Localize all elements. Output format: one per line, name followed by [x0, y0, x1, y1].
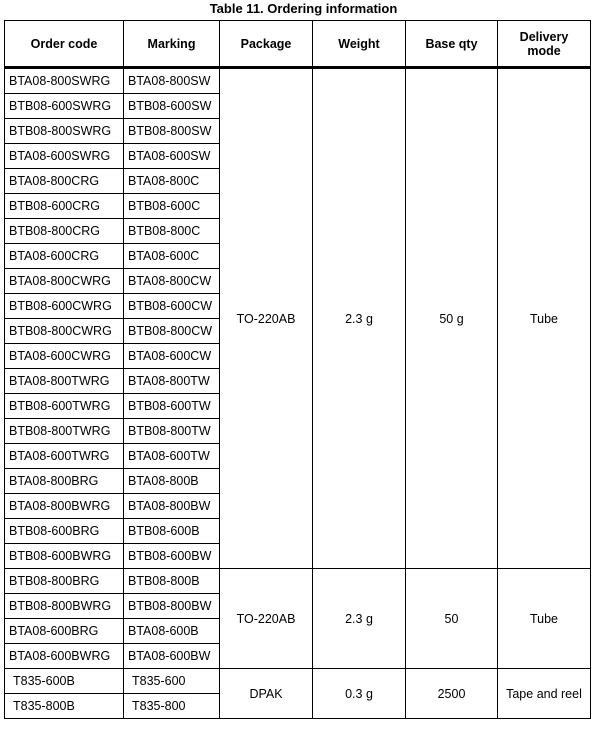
marking-cell: BTA08-600CW — [124, 344, 220, 369]
marking-cell: BTB08-600B — [124, 519, 220, 544]
header-base-qty: Base qty — [406, 21, 498, 68]
header-weight: Weight — [313, 21, 406, 68]
marking-cell: BTB08-800CW — [124, 319, 220, 344]
order-code-cell: T835-800B — [5, 694, 124, 719]
marking-cell: BTA08-600TW — [124, 444, 220, 469]
order-code-cell: BTB08-800CWRG — [5, 319, 124, 344]
delivery-mode-cell: Tube — [498, 68, 591, 569]
table-caption: Table 11. Ordering information — [209, 1, 398, 16]
order-code-cell: BTB08-600BRG — [5, 519, 124, 544]
marking-cell: BTB08-800BW — [124, 594, 220, 619]
marking-cell: T835-800 — [124, 694, 220, 719]
row-group — [5, 569, 591, 669]
order-code-cell: BTB08-600CWRG — [5, 294, 124, 319]
header-row — [5, 21, 591, 68]
marking-cell: BTB08-600TW — [124, 394, 220, 419]
marking-cell: BTB08-800SW — [124, 119, 220, 144]
table-row — [5, 68, 591, 94]
row-group — [5, 669, 591, 719]
marking-cell: T835-600 — [124, 669, 220, 694]
base-qty-cell: 50 g — [406, 68, 498, 569]
header-package: Package — [220, 21, 313, 68]
row-group — [5, 68, 591, 569]
header-delivery-mode: Delivery mode — [498, 21, 591, 68]
marking-cell: BTA08-800CW — [124, 269, 220, 294]
order-code-cell: BTA08-600CWRG — [5, 344, 124, 369]
order-code-cell: BTB08-600TWRG — [5, 394, 124, 419]
order-code-cell: BTB08-800BWRG — [5, 594, 124, 619]
marking-cell: BTB08-800TW — [124, 419, 220, 444]
package-cell: DPAK — [220, 669, 313, 719]
delivery-mode-cell: Tube — [498, 569, 591, 669]
order-code-cell: BTB08-800TWRG — [5, 419, 124, 444]
marking-cell: BTA08-800SW — [124, 68, 220, 94]
marking-cell: BTA08-600B — [124, 619, 220, 644]
marking-cell: BTB08-600BW — [124, 544, 220, 569]
marking-cell: BTB08-600C — [124, 194, 220, 219]
order-code-cell: BTA08-600TWRG — [5, 444, 124, 469]
marking-cell: BTA08-800BW — [124, 494, 220, 519]
header-marking: Marking — [124, 21, 220, 68]
marking-cell: BTB08-600SW — [124, 94, 220, 119]
marking-cell: BTA08-600SW — [124, 144, 220, 169]
order-code-cell: BTA08-800CWRG — [5, 269, 124, 294]
package-cell: TO-220AB — [220, 569, 313, 669]
delivery-mode-cell: Tape and reel — [498, 669, 591, 719]
base-qty-cell: 50 — [406, 569, 498, 669]
header-order-code: Order code — [5, 21, 124, 68]
marking-cell: BTB08-800B — [124, 569, 220, 594]
order-code-cell: BTA08-800TWRG — [5, 369, 124, 394]
package-cell: TO-220AB — [220, 68, 313, 569]
order-code-cell: BTA08-600BRG — [5, 619, 124, 644]
order-code-cell: BTA08-600CRG — [5, 244, 124, 269]
order-code-cell: BTA08-800CRG — [5, 169, 124, 194]
order-code-cell: BTA08-600SWRG — [5, 144, 124, 169]
base-qty-cell: 2500 — [406, 669, 498, 719]
marking-cell: BTA08-800TW — [124, 369, 220, 394]
marking-cell: BTA08-600BW — [124, 644, 220, 669]
order-code-cell: BTB08-800BRG — [5, 569, 124, 594]
marking-cell: BTA08-600C — [124, 244, 220, 269]
table-row — [5, 569, 591, 594]
order-code-cell: T835-600B — [5, 669, 124, 694]
order-code-cell: BTB08-800CRG — [5, 219, 124, 244]
weight-cell: 2.3 g — [313, 68, 406, 569]
marking-cell: BTA08-800B — [124, 469, 220, 494]
order-code-cell: BTB08-600SWRG — [5, 94, 124, 119]
order-code-cell: BTB08-600BWRG — [5, 544, 124, 569]
marking-cell: BTB08-600CW — [124, 294, 220, 319]
weight-cell: 0.3 g — [313, 669, 406, 719]
order-code-cell: BTB08-800SWRG — [5, 119, 124, 144]
ordering-table — [4, 20, 591, 719]
marking-cell: BTB08-800C — [124, 219, 220, 244]
order-code-cell: BTB08-600CRG — [5, 194, 124, 219]
order-code-cell: BTA08-600BWRG — [5, 644, 124, 669]
order-code-cell: BTA08-800BWRG — [5, 494, 124, 519]
order-code-cell: BTA08-800SWRG — [5, 68, 124, 94]
marking-cell: BTA08-800C — [124, 169, 220, 194]
table-row — [5, 669, 591, 694]
weight-cell: 2.3 g — [313, 569, 406, 669]
order-code-cell: BTA08-800BRG — [5, 469, 124, 494]
